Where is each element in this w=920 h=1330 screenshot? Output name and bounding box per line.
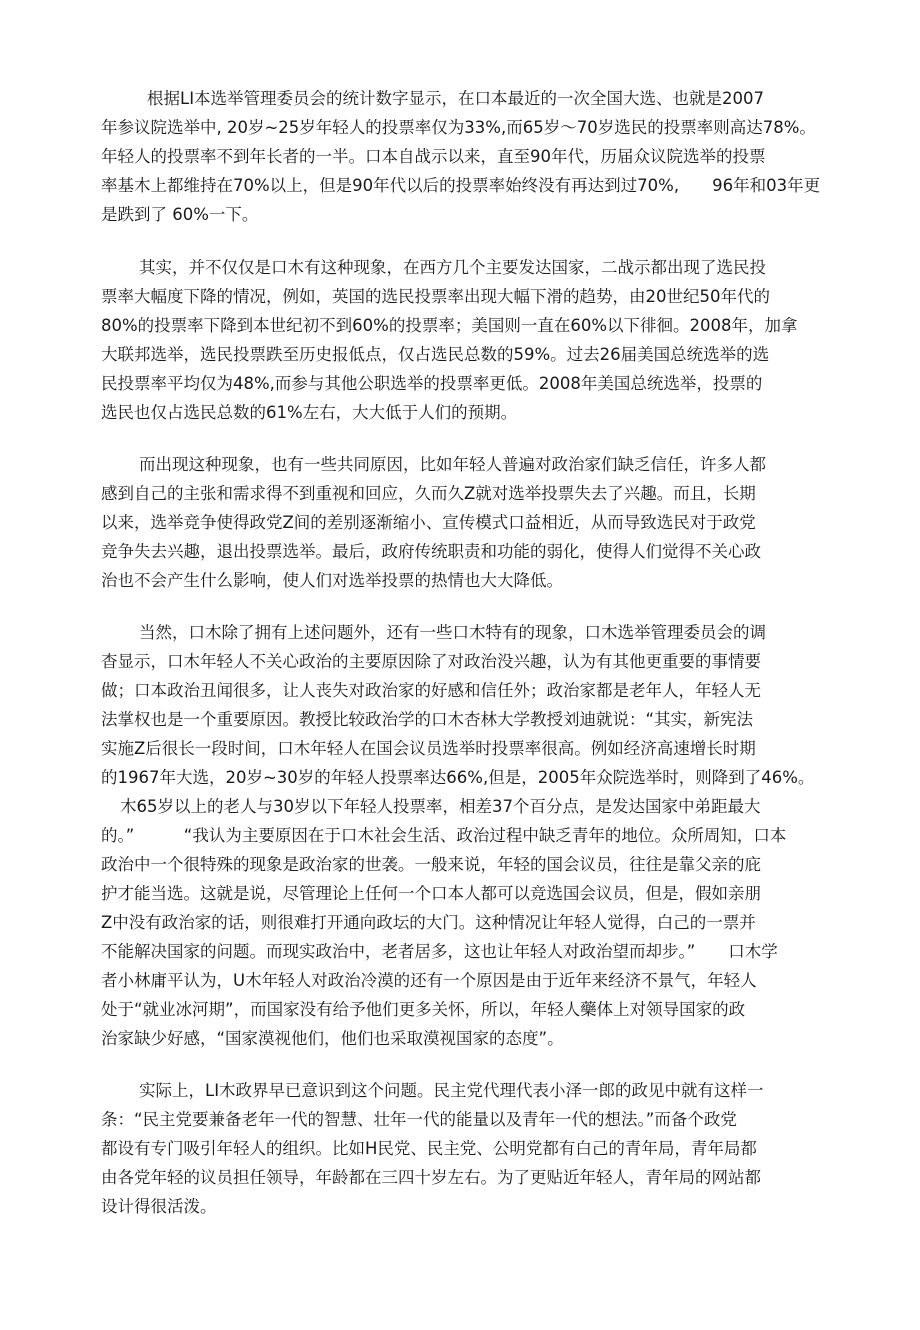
paragraph-5-line-2: 条：“民主党要兼备老年一代的智慧、壮年一代的能量以及青年一代的想法。”而备个政党 — [101, 1110, 737, 1129]
paragraph-4-line-15: 治家缺少好感，“国家漠视他们，他们也采取漠视国家的态度”。 — [101, 1029, 564, 1048]
paragraph-2-line-2: 票率大幅度下降的情况，例如，英国的选民投票率出现大幅下滑的趋势，由20世纪50年代的 — [101, 287, 770, 306]
paragraph-4-line-10: 护才能当选。这就是说，尽管理论上任何一个口本人都可以竞选国会议员，但是，假如亲朋 — [101, 884, 761, 903]
paragraph-1-line-5: 是跌到了 60%一下。 — [101, 205, 259, 224]
paragraph-4-line-7: 木65岁以上的老人与30岁以下年轻人投票率，相差37个百分点，是发达国家中弟距最大 — [120, 797, 761, 816]
paragraph-1-line-1: 根据LI本选举管理委员会的统计数字显示，在口本最近的一次全国大选、也就是2007 — [147, 89, 765, 108]
paragraph-3-line-4: 竞争失去兴趣，退出投票选举。最后，政府传统职责和功能的弱化，使得人们觉得不关心政 — [101, 542, 761, 561]
paragraph-2-line-1: 其实，并不仅仅是口木有这种现象，在西方几个主要发达国家，二战示都出现了选民投 — [139, 258, 766, 277]
paragraph-1-line-3: 年轻人的投票率不到年长者的一半。口本自战示以来，直至90年代，历届众议院选举的投票 — [101, 147, 766, 166]
paragraph-1-line-2: 年参议院选举中, 20岁~25岁年轻人的投票率仅为33%,而65岁～70岁选民的投票率则高达78%。 — [101, 118, 816, 137]
paragraph-3-line-3: 以来，选举竞争使得政党Z间的差别逐渐缩小、宣传模式口益相近，从而导致选民对于政党 — [101, 513, 756, 532]
paragraph-5-line-5: 设计得很活泼。 — [101, 1197, 217, 1216]
paragraph-1-line-4: 率基木上都维持在70%以上，但是90年代以后的投票率始终没有再达到过70%, 96年和03年更 — [101, 176, 821, 195]
paragraph-5-line-1: 实际上，LI木政界早已意识到这个问题。民主党代理代表小泽一郎的政见中就有这样一 — [139, 1081, 764, 1100]
paragraph-4-line-11: Z中没有政治家的话，则很难打开通向政坛的大门。这种情况让年轻人觉得，白己的一票并 — [101, 913, 756, 932]
paragraph-5-line-3: 都设有专门吸引年轻人的组织。比如H民党、民主党、公明党都有白己的青年局，青年局都 — [101, 1139, 757, 1158]
paragraph-4-line-9: 政治中一个很特殊的现象是政治家的世袭。一般来说，年轻的国会议员，往往是靠父亲的庇 — [101, 855, 761, 874]
paragraph-2-line-6: 选民也仅占选民总数的61%左右，大大低于人们的预期。 — [101, 403, 518, 422]
paragraph-4-line-1: 当然，口木除了拥有上述问题外，还有一些口木特有的现象，口木选举管理委员会的调 — [139, 623, 766, 642]
paragraph-4-line-4: 法掌权也是一个重要原因。教授比较政治学的口木杏林大学教授刘迪就说：“其实，新宪法 — [101, 710, 754, 729]
paragraph-3-line-2: 感到自己的主张和需求得不到重视和回应，久而久Z就对选举投票失去了兴趣。而且，长期 — [101, 484, 756, 503]
paragraph-2-line-5: 民投票率平均仅为48%,而参与其他公职选举的投票率更低。2008年美国总统选举，投票的 — [101, 374, 763, 393]
paragraph-3-line-1: 而出现这种现象，也有一些共同原因，比如年轻人普遍对政治家们缺乏信任，许多人都 — [139, 455, 766, 474]
paragraph-3-line-5: 治也不会产生什么影响，使人们对选举投票的热情也大大降低。 — [101, 571, 563, 590]
paragraph-4-line-14: 处于“就业冰河期”，而国家没有给予他们更多关怀，所以，年轻人藥体上对领导国家的政 — [101, 1000, 746, 1019]
paragraph-2-line-3: 80%的投票率下降到本世纪初不到60%的投票率；美国则一直在60%以下徘徊。2008年，加拿 — [101, 316, 798, 335]
paragraph-4-line-2: 杳显示，口木年轻人不关心政治的主要原因除了对政治没兴趣，认为有其他更重要的事情要 — [101, 652, 761, 671]
paragraph-4-line-13: 者小林庸平认为，U木年轻人对政治冷漠的还有一个原因是由于近年来经济不景气，年轻人 — [101, 971, 757, 990]
paragraph-5-line-4: 由各党年轻的议员担任领导，年龄都在三四十岁左右。为了更贴近年轻人，青年局的网站都 — [101, 1168, 761, 1187]
paragraph-4-line-12: 不能解决国家的问题。而现实政治中，老者居多，这也让年轻人对政治望而却步。” 口木学 — [101, 942, 778, 961]
paragraph-4-line-8: 的。” “我认为主要原因在于口木社会生活、政治过程中缺乏青年的地位。众所周知，口本 — [101, 826, 787, 845]
paragraph-4-line-6: 的1967年大选，20岁~30岁的年轻人投票率达66%,但是，2005年众院选举时，则降到了46%。 — [101, 768, 815, 787]
paragraph-4-line-5: 实施Z后很长一段时间，口木年轻人在国会议员选举时投票率很高。例如经济高速增长时期 — [101, 739, 756, 758]
paragraph-2-line-4: 大联邦选举，选民投票跌至历史报低点，仅占选民总数的59%。过去26届美国总统选举的选 — [101, 345, 770, 364]
paragraph-4-line-3: 做；口本政治丑闻很多，让人丧失对政治家的好感和信任外；政治家都是老年人，年轻人无 — [101, 681, 761, 700]
